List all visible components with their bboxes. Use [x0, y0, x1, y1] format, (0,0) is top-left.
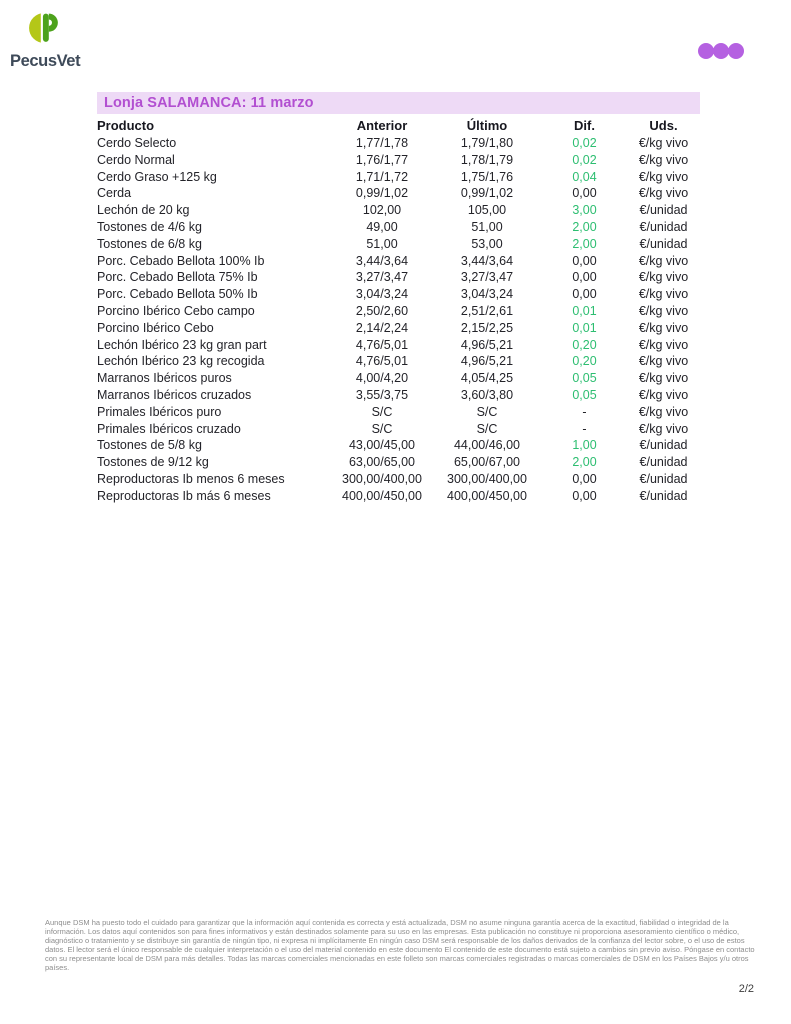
product-name: Tostones de 4/6 kg [97, 219, 202, 234]
ultimo-value: 3,60/3,80 [460, 387, 514, 402]
ultimo-value: 4,05/4,25 [460, 371, 514, 386]
ultimo-value: 105,00 [467, 203, 507, 218]
dif-value: 1,00 [572, 438, 597, 453]
product-name: Porc. Cebado Bellota 50% Ib [97, 287, 258, 302]
anterior-value: 0,99/1,02 [355, 186, 409, 201]
ultimo-value: 1,79/1,80 [460, 136, 514, 150]
ultimo-value: 4,96/5,21 [460, 354, 514, 369]
col-header-producto: Producto [97, 118, 155, 133]
table-row [97, 320, 700, 337]
anterior-value: 3,55/3,75 [355, 387, 409, 402]
table-row [97, 169, 700, 186]
product-name: Tostones de 6/8 kg [97, 236, 202, 251]
table-row [97, 236, 700, 253]
dif-value: 3,00 [572, 203, 597, 218]
ultimo-value: 3,44/3,64 [460, 253, 514, 268]
dif-value: 0,00 [572, 270, 597, 285]
uds-value: €/unidad [639, 203, 688, 218]
uds-value: €/unidad [639, 236, 688, 251]
col-header-ultimo: Último [466, 118, 508, 133]
uds-value: €/kg vivo [638, 253, 689, 268]
header-dots [698, 43, 744, 59]
product-name: Porcino Ibérico Cebo [97, 320, 214, 335]
uds-value: €/kg vivo [638, 387, 689, 402]
product-name: Primales Ibéricos cruzado [97, 421, 241, 436]
product-name: Lechón de 20 kg [97, 203, 190, 218]
ultimo-value: 4,96/5,21 [460, 337, 514, 352]
product-name: Primales Ibéricos puro [97, 404, 222, 419]
uds-value: €/kg vivo [638, 169, 689, 184]
product-name: Cerdo Graso +125 kg [97, 169, 217, 184]
dif-value: 2,00 [572, 455, 597, 470]
table-row [97, 387, 700, 404]
product-name: Tostones de 5/8 kg [97, 438, 202, 453]
table-row [97, 437, 700, 454]
ultimo-value: 2,15/2,25 [460, 320, 514, 335]
table-row [97, 202, 700, 219]
col-header-anterior: Anterior [356, 118, 408, 133]
dif-value: 0,00 [572, 471, 597, 486]
table-row [97, 471, 700, 488]
table-row [97, 454, 700, 471]
uds-value: €/kg vivo [638, 186, 689, 201]
ultimo-value: 53,00 [471, 236, 503, 251]
ultimo-value: 1,75/1,76 [460, 169, 514, 184]
ultimo-value: 44,00/46,00 [453, 438, 521, 453]
dif-value: 0,02 [572, 152, 597, 167]
dot-icon [698, 43, 714, 59]
uds-value: €/kg vivo [638, 337, 689, 352]
table-row [97, 185, 700, 202]
anterior-value: 4,76/5,01 [355, 354, 409, 369]
page-number: 2/2 [738, 983, 754, 995]
anterior-value: S/C [371, 404, 393, 419]
dif-value: 2,00 [572, 236, 597, 251]
anterior-value: 4,76/5,01 [355, 337, 409, 352]
dif-value: 0,00 [572, 186, 597, 201]
disclaimer-text: Aunque DSM ha puesto todo el cuidado para garantizar que la información aquí contenida es correcta y está actualizada, DSM no asume ninguna garantía acerca de la exactitud, fiabilidad o integridad de la información. Los datos aquí contenidos son para fines informativos y están destinados solamente para su uso en las empresas. Esta publicación no constituye ni proporciona asesoramiento científico o médico, diagnóstico o tratamiento y se distribuye sin garantía de ningún tipo, ni expresa ni implícitamente En ningún caso DSM será responsable de los daños derivados de la confianza del lector sobre, o el uso de estos datos. El lector será el único responsable de cualquier interpretación o el uso del material contenido en este documento El contenido de este documento está sujeto a cambios sin previo aviso. Póngase en contacto con su representante local de DSM para más detalles. Todas las marcas comerciales mencionadas en este folleto son marcas comerciales registradas o marcas comerciales de DSM en los Países Bajos y/u otros países. [45, 918, 755, 972]
dif-value: 0,04 [572, 169, 597, 184]
anterior-value: 63,00/65,00 [348, 455, 416, 470]
uds-value: €/kg vivo [638, 270, 689, 285]
uds-value: €/kg vivo [638, 303, 689, 318]
dif-value: 0,20 [572, 354, 597, 369]
uds-value: €/unidad [639, 438, 688, 453]
pecusvet-logo-icon [28, 12, 60, 44]
lonja-title-bar [97, 92, 700, 114]
anterior-value: 1,71/1,72 [355, 169, 409, 184]
table-row [97, 421, 700, 438]
uds-value: €/unidad [639, 455, 688, 470]
dif-value: 0,05 [572, 387, 597, 402]
dif-value: 0,02 [572, 136, 597, 150]
uds-value: €/kg vivo [638, 152, 689, 167]
dif-value: - [582, 404, 587, 419]
table-row [97, 353, 700, 370]
product-name: Tostones de 9/12 kg [97, 455, 209, 470]
table-row [97, 488, 700, 505]
dif-value: 0,05 [572, 371, 597, 386]
ultimo-value: 3,27/3,47 [460, 270, 514, 285]
dif-value: 0,01 [572, 320, 597, 335]
anterior-value: 4,00/4,20 [355, 371, 409, 386]
table-row [97, 219, 700, 236]
uds-value: €/kg vivo [638, 404, 689, 419]
ultimo-value: 0,99/1,02 [460, 186, 514, 201]
product-name: Marranos Ibéricos puros [97, 371, 232, 386]
col-header-dif: Dif. [574, 118, 595, 133]
table-row [97, 253, 700, 270]
table-header-row [97, 117, 700, 135]
product-name: Reproductoras Ib menos 6 meses [97, 471, 285, 486]
product-name: Porc. Cebado Bellota 100% Ib [97, 253, 265, 268]
col-header-uds: Uds. [649, 118, 678, 133]
ultimo-value: S/C [476, 421, 498, 436]
anterior-value: 43,00/45,00 [348, 438, 416, 453]
anterior-value: 3,44/3,64 [355, 253, 409, 268]
anterior-value: 1,76/1,77 [355, 152, 409, 167]
dot-icon [713, 43, 729, 59]
dif-value: 0,00 [572, 488, 597, 503]
table-row [97, 404, 700, 421]
anterior-value: 51,00 [366, 236, 398, 251]
table-row [97, 269, 700, 286]
dot-icon [728, 43, 744, 59]
ultimo-value: 65,00/67,00 [453, 455, 521, 470]
ultimo-value: S/C [476, 404, 498, 419]
uds-value: €/unidad [639, 488, 688, 503]
table-row [97, 303, 700, 320]
ultimo-value: 400,00/450,00 [447, 488, 527, 503]
brand-name: PecusVet [10, 52, 81, 70]
uds-value: €/kg vivo [638, 354, 689, 369]
anterior-value: 2,50/2,60 [355, 303, 409, 318]
table-row [97, 135, 700, 152]
price-table [97, 117, 700, 505]
price-table-body [97, 135, 700, 505]
product-name: Marranos Ibéricos cruzados [97, 387, 252, 402]
anterior-value: 49,00 [366, 219, 398, 234]
dif-value: 2,00 [572, 219, 597, 234]
lonja-title: Lonja SALAMANCA: 11 marzo [104, 95, 314, 111]
uds-value: €/kg vivo [638, 287, 689, 302]
ultimo-value: 51,00 [471, 219, 503, 234]
table-row [97, 152, 700, 169]
anterior-value: 400,00/450,00 [342, 488, 422, 503]
product-name: Cerdo Selecto [97, 136, 177, 150]
uds-value: €/kg vivo [638, 136, 689, 150]
anterior-value: 1,77/1,78 [355, 136, 409, 150]
table-row [97, 337, 700, 354]
ultimo-value: 3,04/3,24 [460, 287, 514, 302]
uds-value: €/unidad [639, 219, 688, 234]
dif-value: 0,00 [572, 253, 597, 268]
dif-value: - [582, 421, 587, 436]
product-name: Reproductoras Ib más 6 meses [97, 488, 271, 503]
anterior-value: 300,00/400,00 [342, 471, 422, 486]
anterior-value: S/C [371, 421, 393, 436]
anterior-value: 3,04/3,24 [355, 287, 409, 302]
anterior-value: 2,14/2,24 [355, 320, 409, 335]
product-name: Cerdo Normal [97, 152, 175, 167]
product-name: Porcino Ibérico Cebo campo [97, 303, 255, 318]
uds-value: €/kg vivo [638, 421, 689, 436]
product-name: Lechón Ibérico 23 kg gran part [97, 337, 267, 352]
uds-value: €/kg vivo [638, 371, 689, 386]
anterior-value: 3,27/3,47 [355, 270, 409, 285]
dif-value: 0,00 [572, 287, 597, 302]
product-name: Cerda [97, 186, 132, 201]
uds-value: €/kg vivo [638, 320, 689, 335]
product-name: Porc. Cebado Bellota 75% Ib [97, 270, 258, 285]
product-name: Lechón Ibérico 23 kg recogida [97, 354, 265, 369]
ultimo-value: 300,00/400,00 [447, 471, 527, 486]
table-row [97, 370, 700, 387]
dif-value: 0,01 [572, 303, 597, 318]
anterior-value: 102,00 [362, 203, 402, 218]
ultimo-value: 2,51/2,61 [460, 303, 514, 318]
uds-value: €/unidad [639, 471, 688, 486]
ultimo-value: 1,78/1,79 [460, 152, 514, 167]
table-row [97, 286, 700, 303]
dif-value: 0,20 [572, 337, 597, 352]
